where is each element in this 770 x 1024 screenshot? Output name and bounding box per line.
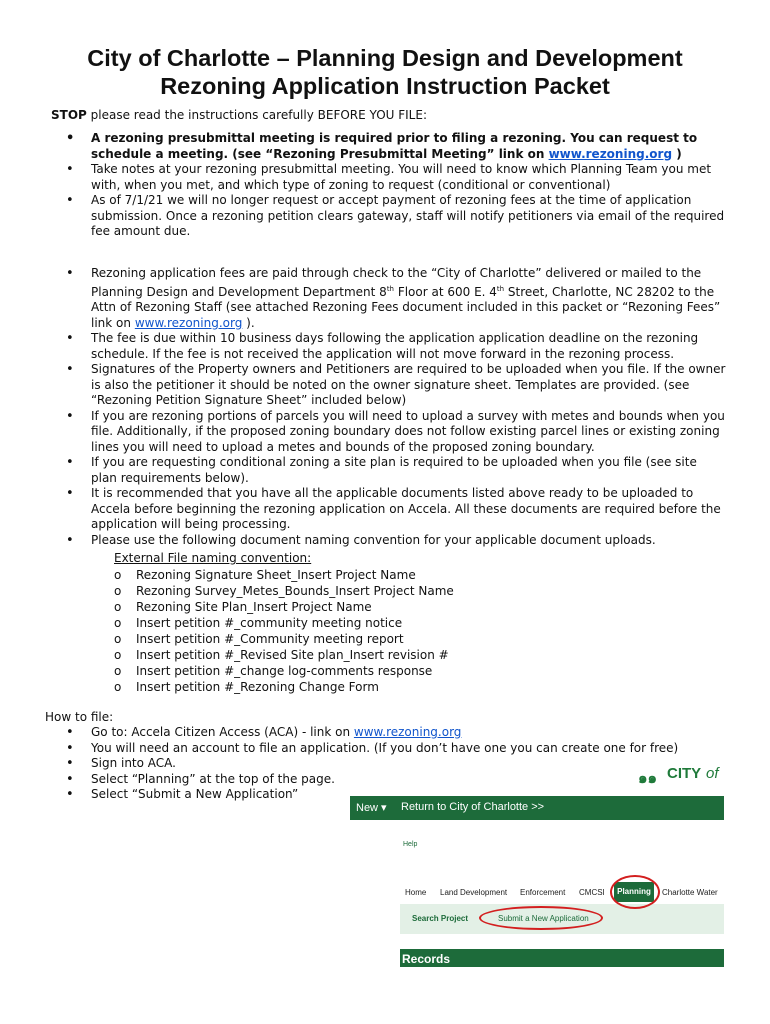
- list-item-site-plan: • If you are requesting conditional zoning a site plan is required to be uploaded when you file (see site plan requirements below).: [66, 455, 726, 486]
- aca-main-menu: [400, 880, 724, 904]
- list-item-recommended: • It is recommended that you have all the applicable documents listed above ready to be uploaded to Accela before beginning the rezoning application on Accela. All these documents are required before the application will being processing.: [66, 486, 726, 533]
- title-line-1: City of Charlotte – Planning Design and Development: [87, 45, 683, 71]
- submit-new-application-link[interactable]: Submit a New Application: [498, 914, 589, 923]
- naming-item: o Insert petition #_Revised Site plan_Insert revision #: [114, 647, 454, 663]
- naming-item: o Insert petition #_community meeting notice: [114, 615, 454, 631]
- aca-top-navbar: [350, 796, 724, 820]
- tab-cmcsi[interactable]: CMCSI: [579, 888, 605, 897]
- stop-label: STOP: [51, 108, 87, 122]
- stop-text: please read the instructions carefully BEFORE YOU FILE:: [86, 108, 427, 122]
- naming-list: [114, 567, 454, 695]
- requirements-list: [66, 266, 726, 548]
- tab-planning[interactable]: Planning: [614, 882, 654, 902]
- search-project-link[interactable]: Search Project: [412, 914, 469, 923]
- naming-item: o Rezoning Survey_Metes_Bounds_Insert Project Name: [114, 583, 454, 599]
- step-submit-new: • Select “Submit a New Application”: [66, 787, 726, 803]
- help-link[interactable]: Help: [403, 841, 418, 848]
- list-item-presubmittal: • A rezoning presubmittal meeting is required prior to filing a rezoning. You can request to schedule a meeting. (see “Rezoning Presubmittal Meeting” link on www.rezoning.org ): [66, 131, 726, 162]
- how-to-file-heading: How to file:: [45, 710, 114, 724]
- tab-enforcement[interactable]: Enforcement: [520, 888, 566, 897]
- page-title: [0, 44, 770, 100]
- tab-home[interactable]: Home: [405, 888, 427, 897]
- naming-item: o Rezoning Site Plan_Insert Project Name: [114, 599, 454, 615]
- step-sign-in: • Sign into ACA.: [66, 756, 726, 772]
- records-header: Records: [400, 949, 724, 967]
- list-item-fee-payment: • Rezoning application fees are paid through check to the “City of Charlotte” delivered or mailed to the Planning Design and Development Department 8th Floor at 600 E. 4th Street, Charlotte, NC 28202 to the Attn of Rezoning Staff (see attached Rezoning Fees document included in this packet or “Rezoning Fees” link on www.rezoning.org ).: [66, 266, 726, 331]
- new-menu-button[interactable]: New ▾: [356, 802, 387, 814]
- title-line-2: Rezoning Application Instruction Packet: [160, 73, 610, 99]
- list-item-survey: • If you are rezoning portions of parcels you will need to upload a survey with metes and bounds when you file. Additionally, if the proposed zoning boundary does not follow existing parcel lines or existing zoning lines you will need to upload a metes and bounds of the proposed zoning boundary.: [66, 409, 726, 456]
- rezoning-link[interactable]: www.rezoning.org: [548, 146, 673, 161]
- naming-item: o Insert petition #_Community meeting report: [114, 631, 454, 647]
- rezoning-fees-link[interactable]: www.rezoning.org: [134, 315, 243, 330]
- list-item-fee-due: • The fee is due within 10 business days following the application application deadline on the rezoning schedule. If the fee is not received the application will not move forward in the rezoning process.: [66, 331, 726, 362]
- step-account: • You will need an account to file an application. (If you don’t have one you can create one for free): [66, 741, 726, 757]
- planning-highlight-circle: [610, 875, 660, 909]
- naming-heading: External File naming convention:: [114, 551, 312, 565]
- step-select-planning: • Select “Planning” at the top of the page.: [66, 772, 726, 788]
- naming-item: o Insert petition #_change log-comments response: [114, 663, 454, 679]
- return-to-city-link[interactable]: Return to City of Charlotte >>: [401, 801, 545, 813]
- city-logo: ๑๑ CITY of: [636, 764, 726, 784]
- naming-item: o Rezoning Signature Sheet_Insert Project Name: [114, 567, 454, 583]
- prefiling-list: [66, 131, 726, 240]
- tab-charlotte-water[interactable]: Charlotte Water: [662, 888, 718, 897]
- naming-item: o Insert petition #_Rezoning Change Form: [114, 679, 454, 695]
- aca-link[interactable]: www.rezoning.org: [353, 725, 462, 739]
- stop-notice: [51, 108, 427, 122]
- tab-land-development[interactable]: Land Development: [440, 888, 508, 897]
- submit-highlight-circle: [479, 906, 603, 930]
- crown-icon: ๑๑: [638, 770, 658, 787]
- list-item-signatures: • Signatures of the Property owners and Petitioners are required to be uploaded when you file. If the owner is also the petitioner it should be noted on the owner signature sheet. Templates are provided. (see “Rezoning Petition Signature Sheet” included below): [66, 362, 726, 409]
- list-item-fees-policy: • As of 7/1/21 we will no longer request or accept payment of rezoning fees at the time of application submission. Once a rezoning petition clears gateway, staff will notify petitioners via email of the required fee amount due.: [66, 193, 726, 240]
- list-item-notes: • Take notes at your rezoning presubmittal meeting. You will need to know which Planning Team you met with, when you met, and which type of zoning to request (conditional or conventional): [66, 162, 726, 193]
- list-item-naming: • Please use the following document naming convention for your applicable document uploads.: [66, 533, 726, 549]
- step-go-to-aca: • Go to: Accela Citizen Access (ACA) - link on www.rezoning.org: [66, 725, 726, 741]
- how-to-file-list: [66, 725, 726, 803]
